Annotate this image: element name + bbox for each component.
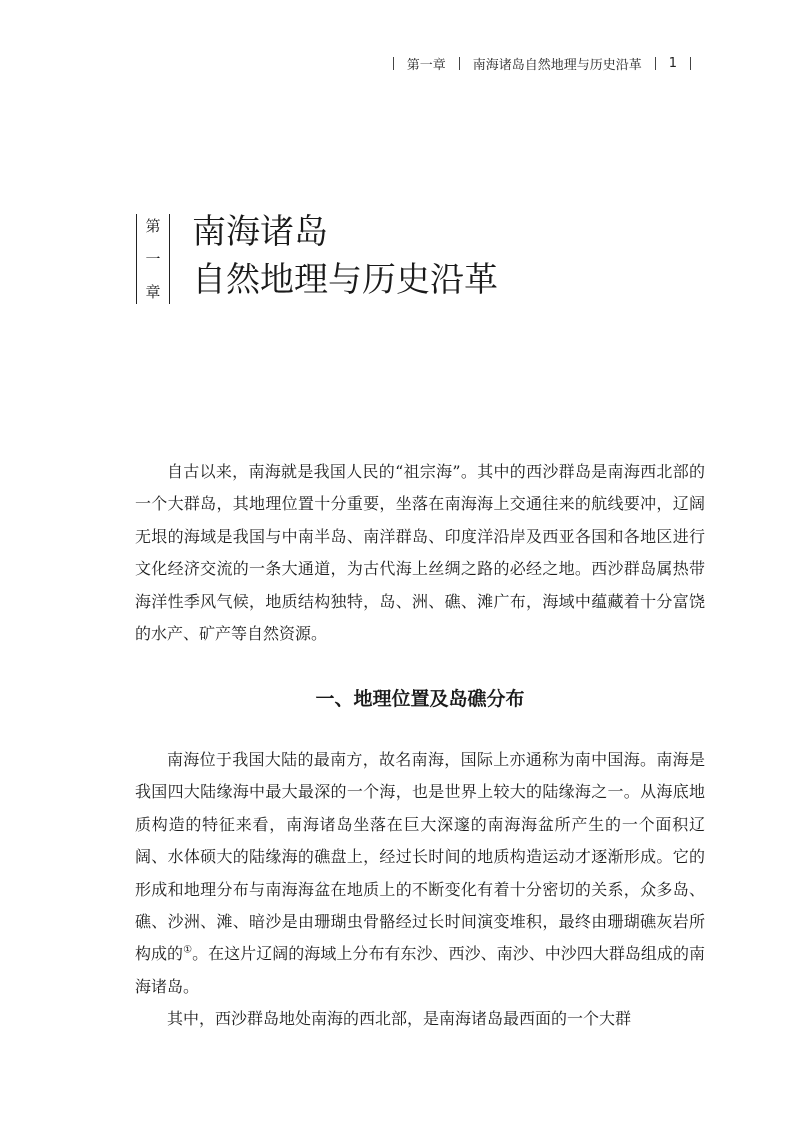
chapter-label	[136, 214, 170, 304]
intro-text	[135, 456, 705, 650]
paragraph-text: 南海位于我国大陆的最南方，故名南海，国际上亦通称为南中国海。南海是我国四大陆缘海中最大最深的一个海，也是世界上较大的陆缘海之一。从海底地质构造的特征来看，南海诸岛坐落在巨大深邃的南海海盆所产生的一个面积辽阔、水体硕大的陆缘海的礁盘上，经过长时间的地质构造运动才逐渐形成。它的形成和地理分布与南海海盆在地质上的不断变化有着十分密切的关系，众多岛、礁、沙洲、滩、暗沙是由珊瑚虫骨骼经过长时间演变堆积，最终由珊瑚礁灰岩所构成的	[135, 750, 705, 964]
running-header	[380, 53, 704, 73]
paragraph-text: 。在这片辽阔的海域上分布有东沙、西沙、南沙、中沙四大群岛组成的南海诸岛。	[135, 944, 705, 996]
chapter-label-char: 一	[145, 250, 161, 268]
chapter-label-char: 章	[145, 283, 161, 301]
header-chapter: 第一章	[406, 57, 446, 73]
header-separator	[655, 57, 656, 70]
header-separator	[690, 57, 691, 70]
chapter-title-line: 自然地理与历史沿革	[192, 260, 498, 300]
body-paragraph	[135, 744, 705, 1003]
page-number: 1	[668, 55, 677, 71]
chapter-title	[192, 208, 498, 304]
header-chapter-title: 南海诸岛自然地理与历史沿革	[472, 57, 642, 73]
header-separator	[459, 57, 460, 70]
header-separator	[393, 57, 394, 70]
section-body	[135, 744, 705, 1036]
chapter-title-line: 南海诸岛	[192, 212, 328, 252]
body-paragraph: 其中，西沙群岛地处南海的西北部，是南海诸岛最西面的一个大群	[167, 1009, 632, 1029]
footnote-marker[interactable]: ①	[183, 945, 193, 957]
section-heading: 一、地理位置及岛礁分布	[315, 688, 525, 710]
intro-paragraph: 自古以来，南海就是我国人民的“祖宗海”。其中的西沙群岛是南海西北部的一个大群岛，其地理位置十分重要，坐落在南海海上交通往来的航线要冲，辽阔无垠的海域是我国与中南半岛、南洋群岛、印度洋沿岸及西亚各国和各地区进行文化经济交流的一条大通道，为古代海上丝绸之路的必经之地。西沙群岛属热带海洋性季风气候，地质结构独特，岛、洲、礁、滩广布，海域中蕴藏着十分富饶的水产、矿产等自然资源。	[135, 462, 705, 644]
chapter-label-char: 第	[145, 217, 161, 235]
